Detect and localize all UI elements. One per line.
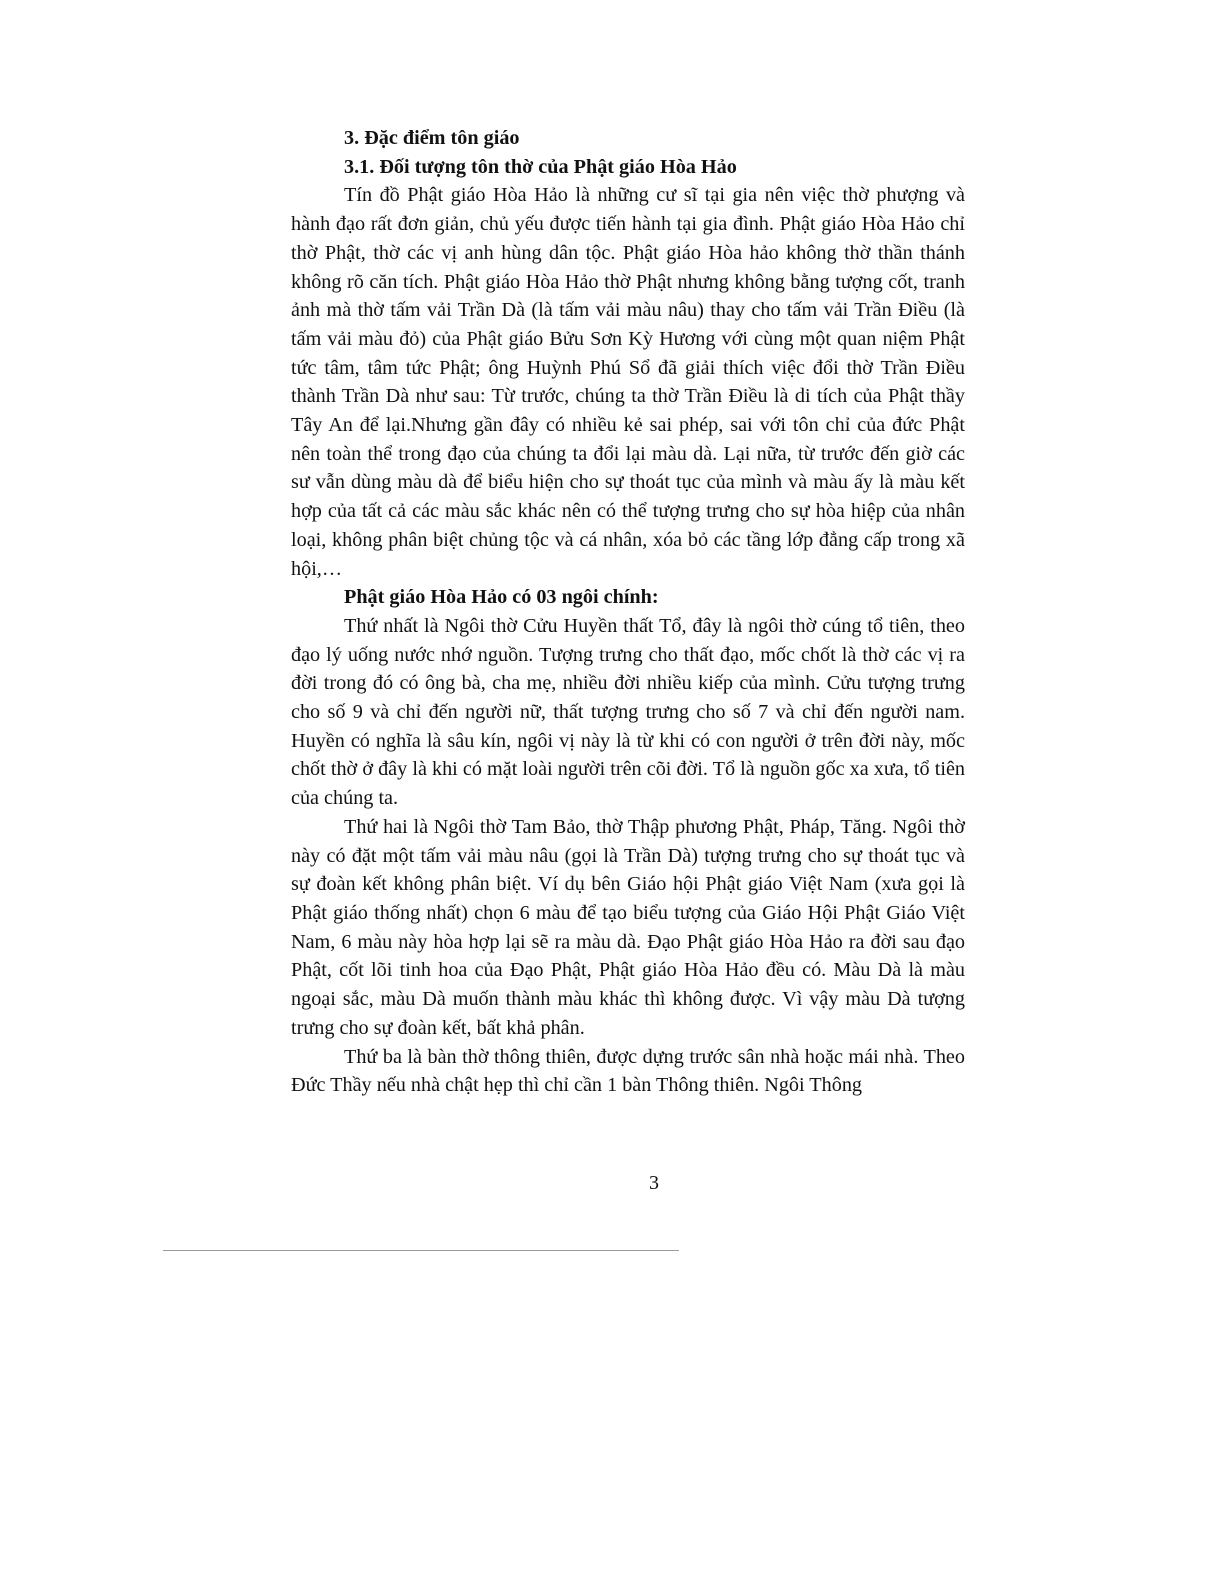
paragraph-subheading: Phật giáo Hòa Hảo có 03 ngôi chính:	[344, 586, 659, 609]
page-number: 3	[649, 1172, 659, 1194]
paragraph-intro: Tín đồ Phật giáo Hòa Hảo là những cư sĩ tại gia nên việc thờ phượng và hành đạo rất đơn giản, chủ yếu được tiến hành tại gia đình. Phật giáo Hòa Hảo chỉ thờ Phật, thờ các vị anh hùng dân tộc. Phật giáo Hòa hảo không thờ thần thánh không rõ căn tích. Phật giáo Hòa Hảo thờ Phật nhưng không bằng tượng cốt, tranh ảnh mà thờ tấm vải Trần Dà (là tấm vải màu nâu) thay cho tấm vải Trần Điều (là tấm vải màu đỏ) của Phật giáo Bửu Sơn Kỳ Hương với cùng một quan niệm Phật tức tâm, tâm tức Phật; ông Huỳnh Phú Sổ đã giải thích việc đổi thờ Trần Điều thành Trần Dà như sau: Từ trước, chúng ta thờ Trần Điều là di tích của Phật thầy Tây An để lại.Nhưng gần đây có nhiều kẻ sai phép, sai với tôn chỉ của đức Phật nên toàn thể trong đạo của chúng ta đổi lại màu dà. Lại nữa, từ trước đến giờ các sư vẫn dùng màu dà để biểu hiện cho sự thoát tục của mình và màu ấy là màu kết hợp của tất cả các màu sắc khác nên có thể tượng trưng cho sự hòa hiệp của nhân loại, không phân biệt chủng tộc và cá nhân, xóa bỏ các tầng lớp đẳng cấp trong xã hội,…	[291, 184, 965, 580]
paragraph-third-altar: Thứ ba là bàn thờ thông thiên, được dựng trước sân nhà hoặc mái nhà. Theo Đức Thầy nếu nhà chật hẹp thì chỉ cần 1 bàn Thông thiên. Ngôi Thông	[291, 1045, 965, 1097]
footer-divider	[163, 1250, 679, 1251]
subsection-heading: 3.1. Đối tượng tôn thờ của Phật giáo Hòa Hảo	[344, 155, 737, 178]
page-content	[291, 124, 965, 1100]
section-heading: 3. Đặc điểm tôn giáo	[344, 127, 520, 149]
paragraph-second-altar: Thứ hai là Ngôi thờ Tam Bảo, thờ Thập phương Phật, Pháp, Tăng. Ngôi thờ này có đặt một tấm vải màu nâu (gọi là Trần Dà) tượng trưng cho sự thoát tục và sự đoàn kết không phân biệt. Ví dụ bên Giáo hội Phật giáo Việt Nam (xưa gọi là Phật giáo thống nhất) chọn 6 màu để tạo biểu tượng của Giáo Hội Phật Giáo Việt Nam, 6 màu này hòa hợp lại sẽ ra màu dà. Đạo Phật giáo Hòa Hảo ra đời sau đạo Phật, cốt lõi tinh hoa của Đạo Phật, Phật giáo Hòa Hảo đều có. Màu Dà là màu ngoại sắc, màu Dà muốn thành màu khác thì không được. Vì vậy màu Dà tượng trưng cho sự đoàn kết, bất khả phân.	[291, 815, 965, 1039]
paragraph-first-altar: Thứ nhất là Ngôi thờ Cửu Huyền thất Tổ, đây là ngôi thờ cúng tổ tiên, theo đạo lý uống nước nhớ nguồn. Tượng trưng cho thất đạo, mốc chốt là thờ các vị ra đời trong đó có ông bà, cha mẹ, nhiều đời nhiều kiếp của mình. Cửu tượng trưng cho số 9 và chỉ đến người nữ, thất tượng trưng cho số 7 và chỉ đến người nam. Huyền có nghĩa là sâu kín, ngôi vị này là từ khi có con người ở trên đời này, mốc chốt thờ ở đây là khi có mặt loài người trên cõi đời. Tổ là nguồn gốc xa xưa, tổ tiên của chúng ta.	[291, 614, 965, 810]
